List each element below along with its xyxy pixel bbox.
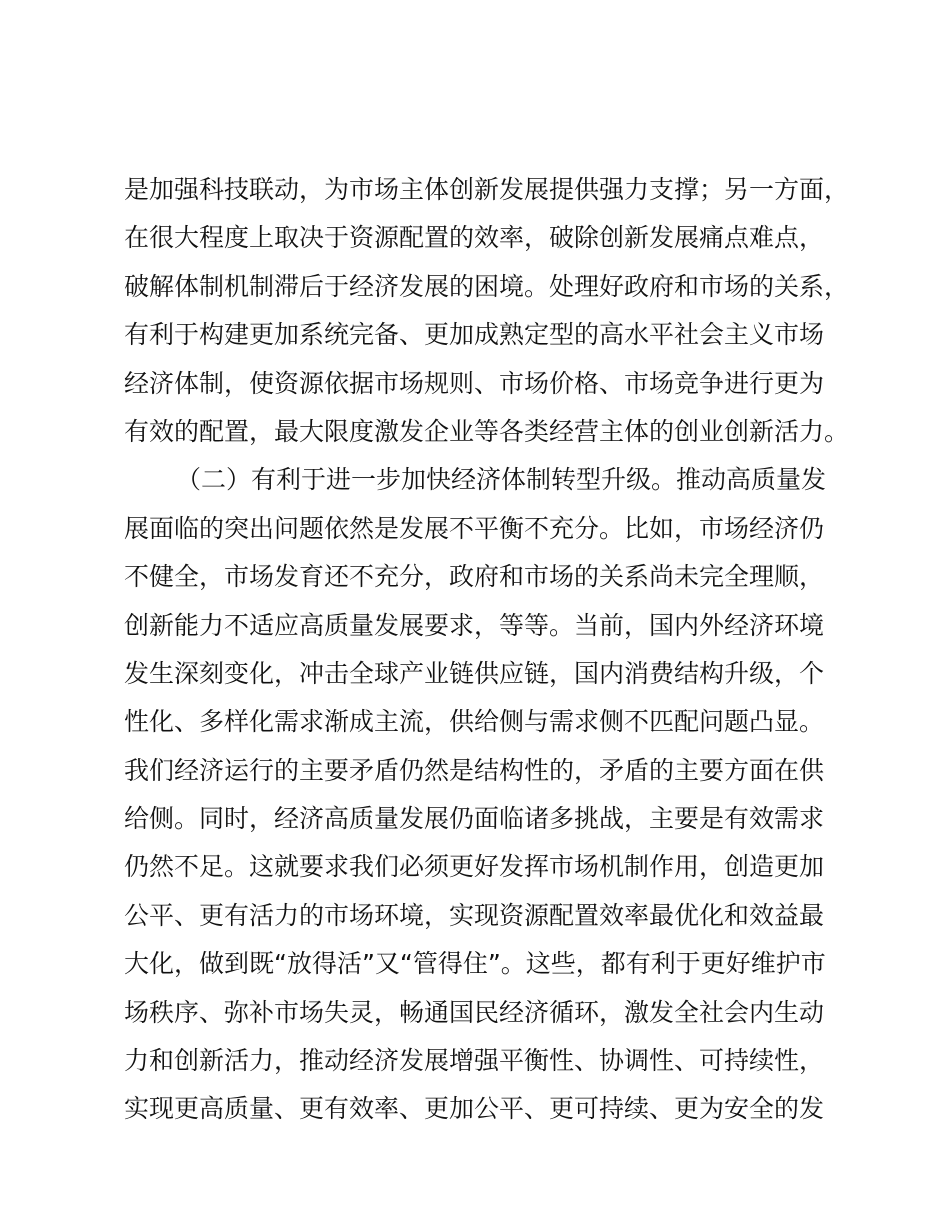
text-line: 给侧。同时，经济高质量发展仍面临诸多挑战，主要是有效需求 — [124, 804, 825, 834]
text-line: 仍然不足。这就要求我们必须更好发挥市场机制作用，创造更加 — [124, 852, 825, 882]
text-line: 有利于构建更加系统完备、更加成熟定型的高水平社会主义市场 — [124, 320, 825, 350]
body-text — [124, 166, 864, 1134]
text-line: 破解体制机制滞后于经济发展的困境。处理好政府和市场的关系， — [124, 271, 850, 301]
text-line: 我们经济运行的主要矛盾仍然是结构性的，矛盾的主要方面在供 — [124, 755, 825, 785]
text-line: 展面临的突出问题依然是发展不平衡不充分。比如，市场经济仍 — [124, 513, 825, 543]
text-line: 公平、更有活力的市场环境，实现资源配置效率最优化和效益最 — [124, 900, 825, 930]
text-line: 创新能力不适应高质量发展要求，等等。当前，国内外经济环境 — [124, 610, 825, 640]
text-line: 在很大程度上取决于资源配置的效率，破除创新发展痛点难点， — [124, 223, 825, 253]
text-line: 性化、多样化需求渐成主流，供给侧与需求侧不匹配问题凸显。 — [124, 707, 825, 737]
text-line: 经济体制，使资源依据市场规则、市场价格、市场竞争进行更为 — [124, 368, 825, 398]
text-line: 大化，做到既“放得活”又“管得住”。这些，都有利于更好维护市 — [124, 949, 826, 979]
text-line: 场秩序、弥补市场失灵，畅通国民经济循环，激发全社会内生动 — [124, 997, 825, 1027]
text-line: 不健全，市场发育还不充分，政府和市场的关系尚未完全理顺， — [124, 562, 825, 592]
text-line: 力和创新活力，推动经济发展增强平衡性、协调性、可持续性， — [124, 1046, 825, 1076]
text-line: 是加强科技联动，为市场主体创新发展提供强力支撑；另一方面， — [124, 175, 850, 204]
text-line: 有效的配置，最大限度激发企业等各类经营主体的创业创新活力。 — [124, 416, 850, 446]
text-line: 实现更高质量、更有效率、更加公平、更可持续、更为安全的发 — [124, 1094, 825, 1124]
section-heading-line: （二）有利于进一步加快经济体制转型升级。推动高质量发 — [176, 465, 827, 495]
text-line: 发生深刻变化，冲击全球产业链供应链，国内消费结构升级，个 — [124, 658, 825, 688]
